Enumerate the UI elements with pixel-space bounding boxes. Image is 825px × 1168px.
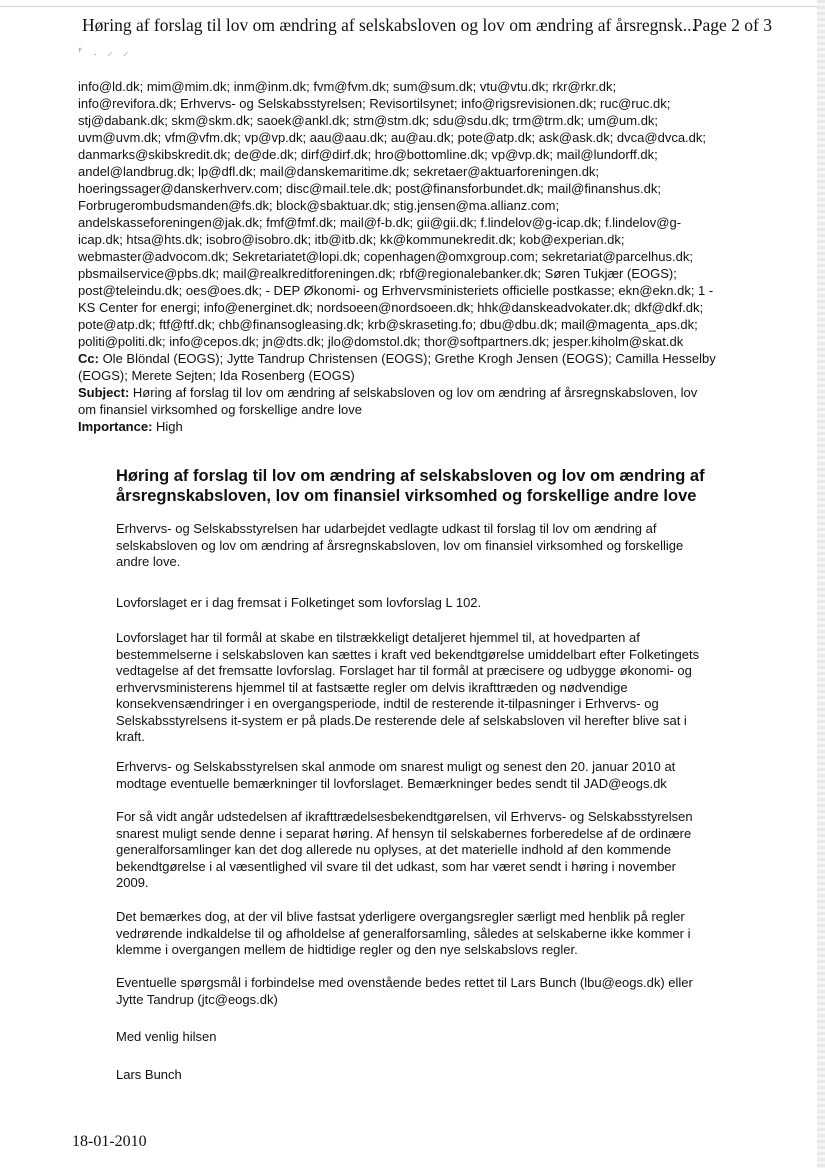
recipients-line: pbsmailservice@pbs.dk; mail@realkreditforeningen.dk; rbf@regionalebanker.dk; Søren Tukjær (EOGS); (78, 266, 677, 281)
paragraph-line: Med venlig hilsen (116, 1029, 217, 1044)
body-paragraph (116, 1067, 756, 1084)
scan-marks: ⸁ . ⸝ ⸝ (78, 47, 133, 58)
recipients-line: post@teleindu.dk; oes@oes.dk; - DEP Økonomi- og Erhvervsministeriets officielle postkasse; ekn@ekn.dk; 1 - (78, 283, 714, 298)
footer-date: 18-01-2010 (72, 1133, 147, 1150)
recipients-line: andel@landbrug.dk; lp@dfl.dk; mail@danskemaritime.dk; sekretaer@aktuarforeningen.dk; (78, 164, 600, 179)
recipients-line: Forbrugerombudsmanden@fs.dk; block@sbaktuar.dk; stig.jensen@ma.allianz.com; (78, 198, 560, 213)
paragraph-line: snarest muligt sende denne i separat høring. Af hensyn til selskabernes forberedelse af de ordinære (116, 825, 692, 841)
cc-label: Cc: (78, 351, 99, 366)
body-paragraph (116, 809, 756, 892)
heading-line-2: årsregnskabsloven, lov om finansiel virksomhed og forskellige andre love (116, 487, 697, 505)
body-paragraph (116, 1029, 756, 1046)
body-paragraph (116, 521, 756, 571)
paragraph-line: generalforsamlinger kan det dog allerede nu oplyses, at det materielle indhold af den kommende (116, 842, 672, 857)
paragraph-line: Jytte Tandrup (jtc@eogs.dk) (116, 991, 278, 1007)
recipients-line: info@revifora.dk; Erhvervs- og Selskabsstyrelsen; Revisortilsynet; info@rigsrevisionen.dk; ruc@ruc.dk; (78, 96, 671, 111)
paragraph-line: konsekvensændringer i en overgangsperiode, indtil de resterende it-tilpasninger i Erhvervs- og (116, 696, 659, 711)
paragraph-line: bekendtgørelse i al væsentlighed vil svare til det udkast, som har været sendt i høring i november (116, 858, 676, 874)
recipients-line: info@ld.dk; mim@mim.dk; inm@inm.dk; fvm@fvm.dk; sum@sum.dk; vtu@vtu.dk; rkr@rkr.dk; (78, 79, 617, 94)
paragraph-line: klemme i overgangen mellem de hidtidige regler og den nye selskabslovs regler. (116, 942, 578, 957)
cc-value-1: Ole Blöndal (EOGS); Jytte Tandrup Christensen (EOGS); Grethe Krogh Jensen (EOGS); Camilla Hesselby (98, 351, 716, 366)
recipients-line: pote@atp.dk; ftf@ftf.dk; chb@finansogleasing.dk; krb@skraseting.fo; dbu@dbu.dk; mail@magenta_aps.dk; (78, 317, 698, 332)
cc-line-2: (EOGS); Merete Sejten; Ida Rosenberg (EOGS) (78, 368, 355, 383)
paragraph-line: vedrørende indkaldelse til og afholdelse af generalforsamling, således at selskaberne ikke kommer i (116, 925, 691, 941)
email-header-block (78, 78, 758, 435)
recipients-line: andelskasseforeningen@jak.dk; fmf@fmf.dk; mail@f-b.dk; gii@gii.dk; f.lindelov@g-icap.dk; f.lindelov@g- (78, 215, 682, 230)
recipients-list (78, 78, 758, 350)
body-paragraph (116, 909, 756, 959)
body-paragraph (116, 759, 756, 792)
paragraph-line: bestemmelserne i selskabsloven kan sættes i kraft ved bekendtgørelse umiddelbart efter Folketingets (116, 646, 700, 662)
paragraph-line: Lars Bunch (116, 1067, 182, 1082)
scan-edge (817, 0, 825, 1168)
page-number: Page 2 of 3 (692, 15, 772, 35)
subject-label: Subject: (78, 385, 130, 400)
recipients-line: politi@politi.dk; info@cepos.dk; jn@dts.dk; jlo@domstol.dk; thor@softpartners.dk; jesper.kiholm@skat.dk (78, 334, 684, 349)
paragraph-line: Lovforslaget er i dag fremsat i Folketinget som lovforslag L 102. (116, 595, 482, 610)
body-heading (116, 466, 756, 506)
paragraph-line: erhvervsministerens hjemmel til at fastsætte regler om delvis ikrafttræden og nødvendige (116, 679, 628, 695)
body-paragraph (116, 595, 756, 612)
paragraph-line: Eventuelle spørgsmål i forbindelse med ovenstående bedes rettet til Lars Bunch (lbu@eogs.dk) eller (116, 975, 693, 990)
top-border (0, 6, 825, 7)
paragraph-line: Selskabsstyrelsens it-system er på plads.De resterende dele af selskabsloven vil herefter blive sat i (116, 712, 687, 728)
heading-line-1: Høring af forslag til lov om ændring af selskabsloven og lov om ændring af (116, 467, 705, 485)
recipients-line: stj@dabank.dk; skm@skm.dk; saoek@ankl.dk; stm@stm.dk; sdu@sdu.dk; trm@trm.dk; um@um.dk; (78, 113, 659, 128)
paragraph-line: Lovforslaget har til formål at skabe en tilstrækkeligt detaljeret hjemmel til, at hovedparten af (116, 630, 640, 645)
paragraph-line: Erhvervs- og Selskabsstyrelsen har udarbejdet vedlagte udkast til forslag til lov om ændring af (116, 521, 657, 536)
paragraph-line: Erhvervs- og Selskabsstyrelsen skal anmode om snarest muligt og senest den 20. januar 2010 at (116, 759, 676, 774)
recipients-line: icap.dk; htsa@hts.dk; isobro@isobro.dk; itb@itb.dk; kk@kommunekredit.dk; kob@experian.dk; (78, 232, 625, 247)
recipients-line: KS Center for energi; info@energinet.dk; nordsoeen@nordsoeen.dk; hhk@danskeadvokater.dk; dkf@dkf.dk; (78, 300, 704, 315)
subject-line-2: om finansiel virksomhed og forskellige andre love (78, 402, 362, 417)
importance-value: High (152, 419, 183, 434)
cc-line-1 (78, 350, 758, 367)
recipients-line: danmarks@skibskredit.dk; de@de.dk; dirf@dirf.dk; hro@bottomline.dk; vp@vp.dk; mail@lundorff.dk; (78, 147, 658, 162)
body-paragraph (116, 630, 756, 746)
recipients-line: hoeringssager@danskerhverv.com; disc@mail.tele.dk; post@finansforbundet.dk; mail@finanshus.dk; (78, 181, 661, 196)
body-paragraph (116, 975, 756, 1008)
message-body (116, 466, 756, 1082)
importance-label: Importance: (78, 419, 153, 434)
paragraph-line: kraft. (116, 729, 145, 744)
header-title: Høring af forslag til lov om ændring af selskabsloven og lov om ændring af årsregnsk... (82, 15, 696, 35)
paragraph-line: Det bemærkes dog, at der vil blive fastsat yderligere overgangsregler særligt med henblik på regler (116, 909, 685, 924)
paragraph-line: andre love. (116, 554, 181, 569)
page-header (82, 15, 772, 41)
recipients-line: webmaster@advocom.dk; Sekretariatet@lopi.dk; copenhagen@omxgroup.com; sekretariat@parcelhus.dk; (78, 249, 693, 264)
subject-line-1 (78, 384, 758, 401)
subject-value-1: Høring af forslag til lov om ændring af selskabsloven og lov om ændring af årsregnskabsloven, lov (129, 385, 698, 400)
paragraph-line: For så vidt angår udstedelsen af ikrafttrædelsesbekendtgørelsen, vil Erhvervs- og Selskabsstyrelsen (116, 809, 693, 824)
paragraph-line: 2009. (116, 875, 149, 890)
recipients-line: uvm@uvm.dk; vfm@vfm.dk; vp@vp.dk; aau@aau.dk; au@au.dk; pote@atp.dk; ask@ask.dk; dvca@dvca.dk; (78, 130, 706, 145)
paragraph-line: vedtagelse af det fremsatte lovforslag. Forslaget har til formål at præcisere og udbygge økonomi- og (116, 663, 692, 678)
paragraph-line: modtage eventuelle bemærkninger til lovforslaget. Bemærkninger bedes sendt til JAD@eogs.dk (116, 775, 667, 791)
paragraph-line: selskabsloven og lov om ændring af årsregnskabsloven, lov om finansiel virksomhed og forskellige (116, 537, 684, 553)
importance-line (78, 418, 758, 435)
